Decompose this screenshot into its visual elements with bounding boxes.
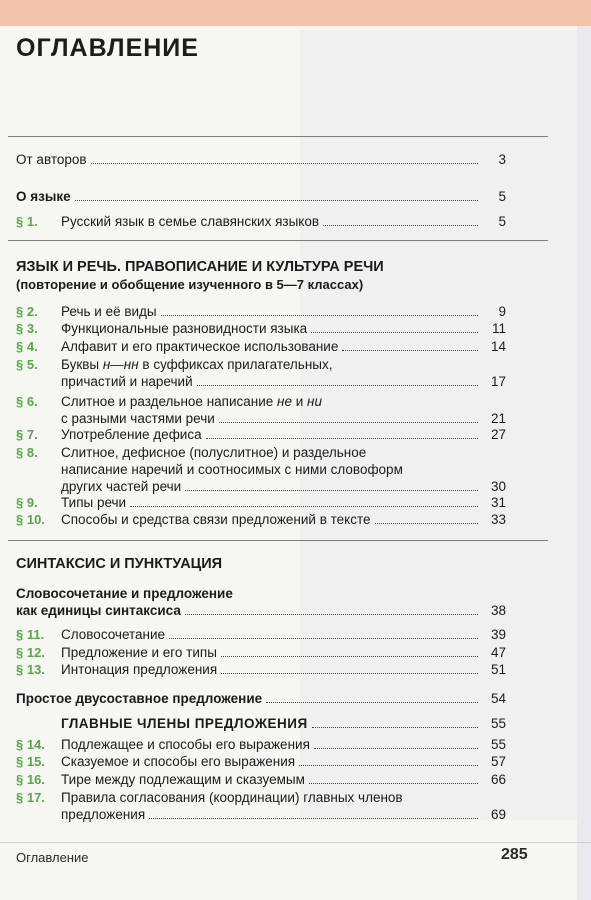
page-number: 30: [490, 479, 506, 494]
toc-entry-p3[interactable]: [16, 320, 506, 337]
page-title: ОГЛАВЛЕНИЕ: [16, 34, 199, 62]
entry-text: Простое двусоставное предложение: [16, 691, 263, 706]
page-number: 51: [490, 662, 506, 677]
toc-entry-p16[interactable]: [16, 771, 506, 788]
toc-entry-main-members[interactable]: [16, 715, 506, 732]
page-number: 55: [490, 716, 506, 731]
entry-text: Русский язык в семье славянских языков: [61, 214, 320, 229]
divider: [8, 136, 548, 137]
entry-text: Тире между подлежащим и сказуемым: [61, 772, 305, 787]
page-number: 54: [490, 691, 506, 706]
dot-leader: [219, 421, 478, 423]
toc-entry-p6[interactable]: [16, 393, 506, 427]
entry-text-line1: Правила согласования (координации) главных членов: [61, 790, 403, 805]
entry-text: Интонация предложения: [61, 662, 218, 677]
paragraph-number: § 4.: [16, 339, 38, 354]
dot-leader: [130, 505, 478, 507]
toc-entry-p7[interactable]: [16, 426, 506, 443]
page-number: 57: [490, 754, 506, 769]
section-title-syntax: СИНТАКСИС И ПУНКТУАЦИЯ: [16, 556, 223, 572]
page-number-footer: 285: [501, 846, 528, 863]
paragraph-number: § 6.: [16, 394, 38, 409]
toc-entry-about-language[interactable]: [16, 188, 506, 205]
paragraph-number: § 13.: [16, 662, 45, 677]
entry-text-line2: с разными частями речи: [61, 411, 215, 426]
entry-text-line3: других частей речи: [61, 479, 182, 494]
page-number: 31: [490, 495, 506, 510]
entry-text-line1: Слитное, дефисное (полуслитное) и раздельное: [61, 445, 367, 460]
paragraph-number: § 14.: [16, 737, 45, 752]
toc-entry-p9[interactable]: [16, 494, 506, 511]
entry-text: Типы речи: [61, 495, 127, 510]
paragraph-number: § 16.: [16, 772, 45, 787]
toc-entry-collocation-sentence[interactable]: [16, 585, 506, 619]
toc-entry-p4[interactable]: [16, 338, 506, 355]
dot-leader: [75, 199, 478, 201]
entry-text: Предложение и его типы: [61, 645, 217, 660]
dot-leader: [309, 782, 478, 784]
page-number: 17: [490, 374, 506, 389]
page-number: 39: [490, 627, 506, 642]
toc-entry-p15[interactable]: [16, 753, 506, 770]
toc-entry-p13[interactable]: [16, 661, 506, 678]
paragraph-number: § 8.: [16, 445, 38, 460]
page-number: 5: [498, 214, 506, 229]
entry-text-line2: причастий и наречий: [61, 374, 193, 389]
page-number: 47: [490, 645, 506, 660]
entry-text: Речь и её виды: [61, 304, 157, 319]
dot-leader: [161, 314, 478, 316]
page-number: 66: [490, 772, 506, 787]
entry-text: О языке: [16, 189, 71, 204]
dot-leader: [323, 224, 478, 226]
toc-entry-p10[interactable]: [16, 511, 506, 528]
dot-leader: [149, 817, 478, 819]
toc-entry-p12[interactable]: [16, 644, 506, 661]
entry-text: Способы и средства связи предложений в тексте: [61, 512, 371, 527]
entry-text: Сказуемое и способы его выражения: [61, 754, 296, 769]
paragraph-number: § 7.: [16, 427, 38, 442]
entry-text-line2: как единицы синтаксиса: [16, 603, 181, 618]
dot-leader: [185, 489, 478, 491]
paragraph-number: § 12.: [16, 645, 45, 660]
toc-entry-simple-sentence[interactable]: [16, 690, 506, 707]
page-number: 14: [490, 339, 506, 354]
page-number: 55: [490, 737, 506, 752]
divider: [8, 240, 548, 241]
dot-leader: [185, 613, 478, 615]
dot-leader: [314, 747, 478, 749]
paragraph-number: § 9.: [16, 495, 38, 510]
paragraph-number: § 3.: [16, 321, 38, 336]
toc-entry-p5[interactable]: [16, 356, 506, 390]
paragraph-number: § 2.: [16, 304, 38, 319]
page-number: 3: [498, 152, 506, 167]
toc-entry-p2[interactable]: [16, 303, 506, 320]
page-number: 69: [490, 807, 506, 822]
page-number: 11: [491, 321, 506, 336]
entry-text-line1: Словосочетание и предложение: [16, 586, 233, 601]
paragraph-number: § 1.: [16, 214, 38, 229]
section-title-language-speech: ЯЗЫК И РЕЧЬ. ПРАВОПИСАНИЕ И КУЛЬТУРА РЕЧИ: [16, 259, 384, 275]
entry-text: Употребление дефиса: [61, 427, 202, 442]
dot-leader: [221, 655, 478, 657]
page-number: 27: [490, 427, 506, 442]
paragraph-number: § 15.: [16, 754, 45, 769]
entry-text-line2: предложения: [61, 807, 146, 822]
page-number: 38: [490, 603, 506, 618]
toc-entry-authors[interactable]: [16, 151, 506, 168]
dot-leader: [206, 437, 478, 439]
dot-leader: [342, 349, 478, 351]
entry-text-line2: написание наречий и соотносимых с ними словоформ: [61, 462, 403, 477]
entry-text-line1: Слитное и раздельное написание не и ни: [61, 394, 322, 409]
page-number: 5: [498, 189, 506, 204]
dot-leader: [169, 637, 478, 639]
entry-text: Подлежащее и способы его выражения: [61, 737, 310, 752]
paragraph-number: § 5.: [16, 357, 38, 372]
entry-text: Алфавит и его практическое использование: [61, 339, 339, 354]
paragraph-number: § 11.: [16, 627, 45, 642]
dot-leader: [91, 162, 478, 164]
toc-entry-p11[interactable]: [16, 626, 506, 643]
toc-entry-p14[interactable]: [16, 736, 506, 753]
page-number: 21: [490, 411, 506, 426]
entry-text-line1: Буквы н—нн в суффиксах прилагательных,: [61, 357, 333, 372]
footer-divider: [0, 842, 591, 843]
toc-entry-p1[interactable]: [16, 213, 506, 230]
page-number: 9: [498, 304, 506, 319]
page-number: 33: [490, 512, 506, 527]
entry-text: Словосочетание: [61, 627, 166, 642]
running-footer-title: Оглавление: [16, 850, 89, 865]
entry-text: От авторов: [16, 152, 87, 167]
dot-leader: [221, 672, 478, 674]
dot-leader: [299, 764, 478, 766]
paragraph-number: § 17.: [16, 790, 45, 805]
entry-text: Функциональные разновидности языка: [61, 321, 308, 336]
toc-entry-p8[interactable]: [16, 444, 506, 495]
divider: [8, 540, 548, 541]
dot-leader: [311, 331, 478, 333]
paragraph-number: § 10.: [16, 512, 45, 527]
entry-text: ГЛАВНЫЕ ЧЛЕНЫ ПРЕДЛОЖЕНИЯ: [61, 716, 308, 731]
dot-leader: [197, 384, 478, 386]
dot-leader: [266, 701, 478, 703]
dot-leader: [312, 726, 478, 728]
toc-entry-p17[interactable]: [16, 789, 506, 823]
dot-leader: [375, 522, 478, 524]
section-subtitle: (повторение и обобщение изученного в 5—7 классах): [16, 277, 364, 292]
